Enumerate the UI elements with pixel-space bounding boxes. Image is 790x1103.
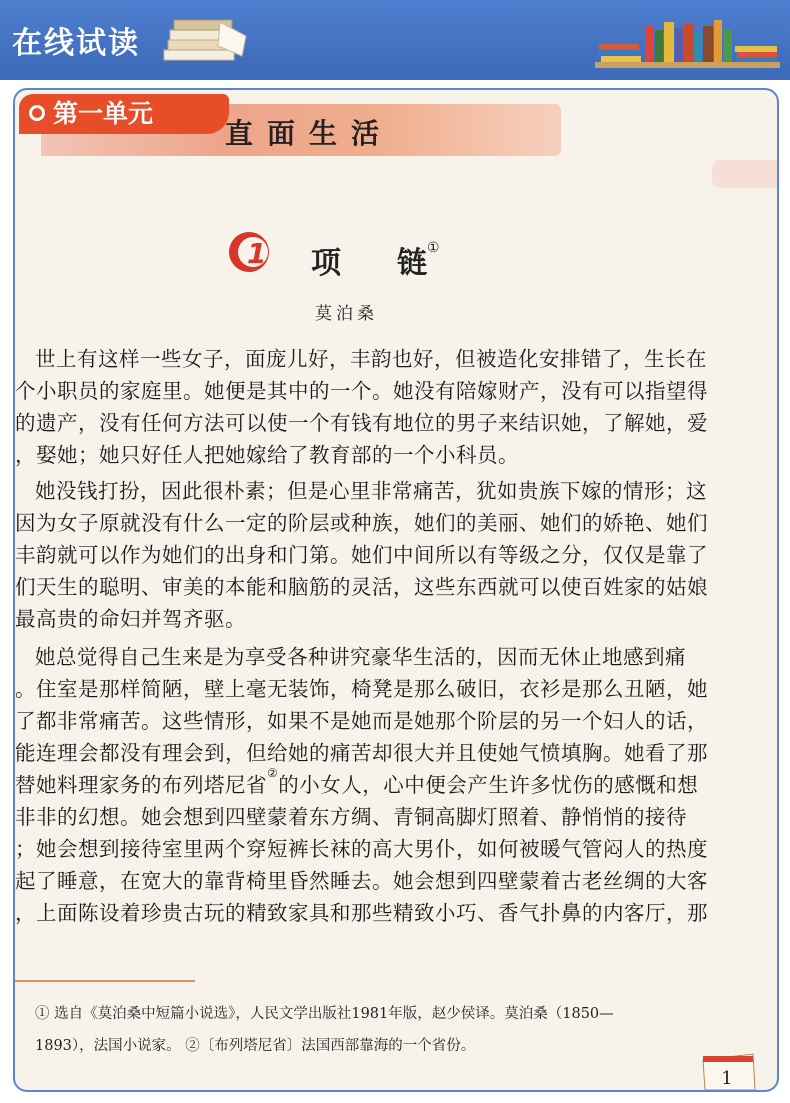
lesson-title-note-mark: ① xyxy=(427,240,440,256)
lesson-title-part1: 项 xyxy=(311,246,341,281)
body-line xyxy=(15,768,698,798)
page-number: 1 xyxy=(721,1068,733,1089)
body-line: 世上有这样一些女子，面庞儿好，丰韵也好，但被造化安排错了，生长在 xyxy=(35,347,707,371)
lesson-number-badge xyxy=(227,230,271,274)
body-line: ；她会想到接待室里两个穿短裤长袜的高大男仆，如何被暖气管闷人的热度 xyxy=(15,837,708,861)
decorative-ribbon xyxy=(712,160,777,188)
body-line-segment: 的小女人，心中便会产生许多忧伤的感慨和想 xyxy=(278,773,699,797)
lesson-title xyxy=(311,238,440,282)
lesson-number: 1 xyxy=(247,237,267,270)
body-line: 非非的幻想。她会想到四壁蒙着东方绸、青铜高脚灯照着、静悄悄的接待 xyxy=(15,805,687,829)
book-page xyxy=(13,88,779,1092)
body-line: ，上面陈设着珍贵古玩的精致家具和那些精致小巧、香气扑鼻的内客厅，那 xyxy=(15,901,708,925)
footnote-divider xyxy=(15,980,195,982)
banner-title: 在线试读 xyxy=(12,26,140,61)
footnote-mark: ② xyxy=(267,766,279,780)
page-number-badge xyxy=(699,1052,757,1092)
body-line: 她没钱打扮，因此很朴素；但是心里非常痛苦，犹如贵族下嫁的情形；这 xyxy=(35,479,707,503)
body-line: 能连理会都没有理会到，但给她的痛苦却很大并且使她气愤填胸。她看了那 xyxy=(15,741,708,765)
books-stack-icon xyxy=(160,16,250,66)
body-line: 个小职员的家庭里。她便是其中的一个。她没有陪嫁财产，没有可以指望得 xyxy=(15,379,708,403)
circle-icon xyxy=(29,105,45,121)
body-line: 的遗产，没有任何方法可以使一个有钱有地位的男子来结识她，了解她，爱 xyxy=(15,411,708,435)
body-line: 因为女子原就没有什么一定的阶层或种族，她们的美丽、她们的娇艳、她们 xyxy=(15,511,708,535)
author: 莫泊桑 xyxy=(315,304,378,324)
top-banner xyxy=(0,0,790,80)
footnote-line: ① 选自《莫泊桑中短篇小说选》，人民文学出版社1981年版，赵少侯译。莫泊桑（1850— xyxy=(35,1006,614,1022)
unit-tab xyxy=(19,94,229,134)
bookshelf-icon xyxy=(595,14,780,70)
unit-label: 第一单元 xyxy=(53,99,154,128)
body-line: 们天生的聪明、审美的本能和脑筋的灵活，这些东西就可以使百姓家的姑娘 xyxy=(15,575,708,599)
lesson-title-part2: 链 xyxy=(397,246,427,281)
body-line: 。住室是那样简陋，壁上毫无装饰，椅凳是那么破旧，衣衫是那么丑陋，她 xyxy=(15,677,708,701)
body-line: 丰韵就可以作为她们的出身和门第。她们中间所以有等级之分，仅仅是靠了 xyxy=(15,543,708,567)
body-line: 起了睡意，在宽大的靠背椅里昏然睡去。她会想到四壁蒙着古老丝绸的大客 xyxy=(15,869,708,893)
unit-theme-title: 直面生活 xyxy=(225,117,394,150)
body-line: ，娶她；她只好任人把她嫁给了教育部的一个小科员。 xyxy=(15,443,519,467)
body-line-segment: 替她料理家务的布列塔尼省 xyxy=(15,773,267,797)
body-line: 了都非常痛苦。这些情形，如果不是她而是她那个阶层的另一个妇人的话， xyxy=(15,709,708,733)
body-line: 最高贵的命妇并驾齐驱。 xyxy=(15,607,246,631)
body-line: 她总觉得自己生来是为享受各种讲究豪华生活的，因而无休止地感到痛 xyxy=(35,645,686,669)
footnote-line: 1893），法国小说家。 ②〔布列塔尼省〕法国西部靠海的一个省份。 xyxy=(35,1038,476,1054)
